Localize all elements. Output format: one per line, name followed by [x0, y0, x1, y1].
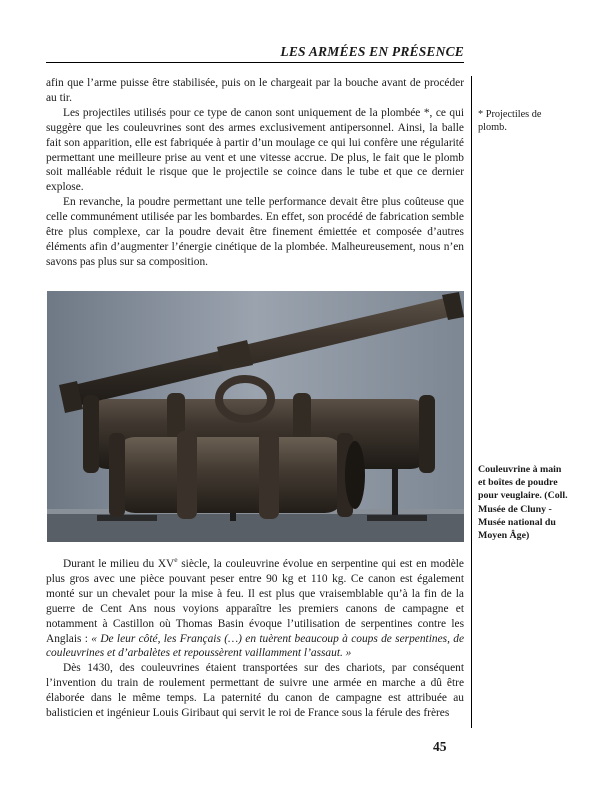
paragraph-4-part-1: Durant le milieu du XV — [63, 558, 175, 570]
powder-chamber-front — [109, 431, 365, 519]
running-head: LES ARMÉES EN PRÉSENCE — [280, 44, 464, 59]
margin-note: * Projectiles de plomb. — [478, 109, 542, 134]
century-superscript: e — [174, 555, 178, 565]
paragraph-4 — [46, 557, 464, 661]
page-number: 45 — [433, 739, 447, 754]
margin-rule — [471, 76, 472, 728]
paragraph-3: En revanche, la poudre permettant une telle performance devait être plus coûteuse que celle communément utilisée par les bombardes. En effet, son procédé de fabrication semble être plus complexe, car la poudre devait être finement émiettée et composée d’autres éléments afin d’augmenter l’énergie cinétique de la plombée. Malheureusement, nous n’en savons pas plus sur sa composition. — [46, 196, 464, 268]
paragraph-4-part-2: siècle, la couleuvrine évolue en serpentine qui est en modèle plus gros avec une pièce pouvant peser entre 90 kg et 110 kg. Ce canon est également monté sur un chevalet pour la mise à feu. Il est plus que vraisemblable qu’à la fin de la guerre de Cent Ans nous voyions apparaître les premiers canons de campagne et notamment à Castillon où Thomas Basin évoque l’utilisation de serpentines contre les Anglais : — [46, 558, 464, 645]
basin-quote: « De leur côté, les Français (…) en tuèrent beaucoup à coups de serpentines, de couleuvrines et d’arbalètes et repoussèrent vaillamment l’assaut. » — [46, 632, 465, 660]
footnote-marker: * — [420, 106, 430, 119]
paragraph-5: Dès 1430, des couleuvrines étaient transportées sur des chariots, par conséquent l’invention du train de roulement permettant de suivre une armée en marche a dû être élaborée dans le même temps. La paternité du canon de campagne est attribuée au balisticien et ingénieur Louis Giribaut qui servit le roi de France sous la férule des frères — [46, 662, 464, 720]
paragraph-1: afin que l’arme puisse être stabilisée, puis on le chargeait par la bouche avant de procéder au tir. — [46, 77, 464, 104]
paragraph-2-part-1: Les projectiles utilisés pour ce type de canon sont uniquement de la plombée — [63, 106, 421, 119]
body-text-top — [46, 76, 464, 270]
paragraph-2 — [46, 106, 464, 195]
photo-caption: Couleuvrine à main et boîtes de poudre pour veuglaire. (Coll. Musée de Cluny - Musée national du Moyen Âge) — [478, 464, 568, 542]
header-rule — [46, 62, 464, 63]
cannon-photo — [47, 291, 464, 542]
body-text-bottom — [46, 557, 464, 721]
paragraph-2-part-2: , ce qui suggère que les couleuvrines sont des armes exclusivement antipersonnel. Ainsi, la balle fait son apparition, elle est fabriquée à partir d’un moulage ce qui lui confère une régularité permettant une meilleure prise au vent et une vitesse accrue. De plus, le fait que le plomb soit malléable réduit le risque que le projectile se coince dans le tube et que ce dernier explose. — [46, 106, 464, 194]
cannon-illustration — [47, 291, 464, 542]
